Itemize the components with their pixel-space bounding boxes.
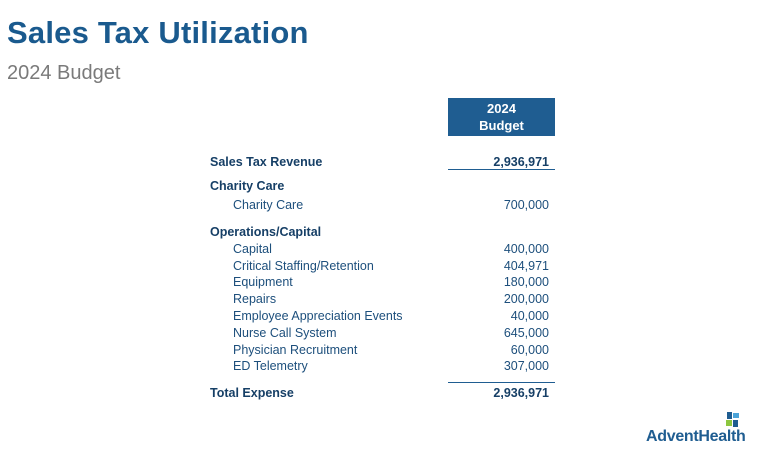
total-label: Total Expense xyxy=(210,386,294,400)
line-item-label: ED Telemetry xyxy=(233,359,308,373)
line-item-label: Employee Appreciation Events xyxy=(233,309,403,323)
column-header-label: Budget xyxy=(479,118,524,133)
page-title: Sales Tax Utilization xyxy=(7,15,309,50)
line-item-label: Charity Care xyxy=(233,198,304,212)
line-item-label: Critical Staffing/Retention xyxy=(233,259,374,273)
column-header-year: 2024 xyxy=(487,101,516,116)
line-item-value: 60,000 xyxy=(510,343,549,357)
line-item-label: Capital xyxy=(233,242,272,256)
table-row xyxy=(210,242,555,258)
table-row xyxy=(210,309,555,325)
table-row xyxy=(210,259,555,275)
table-row xyxy=(210,275,555,291)
line-item-value: 645,000 xyxy=(503,326,549,340)
column-header-2024-budget xyxy=(448,98,555,136)
line-item-value: 180,000 xyxy=(503,275,549,289)
operations-heading: Operations/Capital xyxy=(210,225,322,239)
advent-health-logo xyxy=(646,412,766,448)
logo-wordmark: AdventHealth xyxy=(646,428,746,445)
line-item-label: Equipment xyxy=(233,275,293,289)
charity-heading-row xyxy=(210,179,555,195)
revenue-label: Sales Tax Revenue xyxy=(210,155,323,169)
table-row xyxy=(210,359,555,375)
line-item-label: Physician Recruitment xyxy=(233,343,358,357)
line-item-value: 404,971 xyxy=(503,259,549,273)
table-row xyxy=(210,343,555,359)
cross-squares-icon xyxy=(725,412,741,428)
line-item-value: 700,000 xyxy=(503,198,549,212)
table-row xyxy=(210,198,555,214)
revenue-underline xyxy=(448,169,555,170)
total-row xyxy=(210,386,555,402)
line-item-label: Nurse Call System xyxy=(233,326,337,340)
line-item-value: 200,000 xyxy=(503,292,549,306)
table-row xyxy=(210,326,555,342)
total-value: 2,936,971 xyxy=(493,386,549,400)
revenue-value: 2,936,971 xyxy=(493,155,549,169)
line-item-value: 400,000 xyxy=(503,242,549,256)
line-item-value: 40,000 xyxy=(510,309,549,323)
operations-heading-row xyxy=(210,225,555,241)
charity-heading: Charity Care xyxy=(210,179,285,193)
line-item-label: Repairs xyxy=(233,292,277,306)
line-item-value: 307,000 xyxy=(503,359,549,373)
total-overline xyxy=(448,382,555,383)
table-row xyxy=(210,292,555,308)
page-subtitle: 2024 Budget xyxy=(7,62,121,84)
